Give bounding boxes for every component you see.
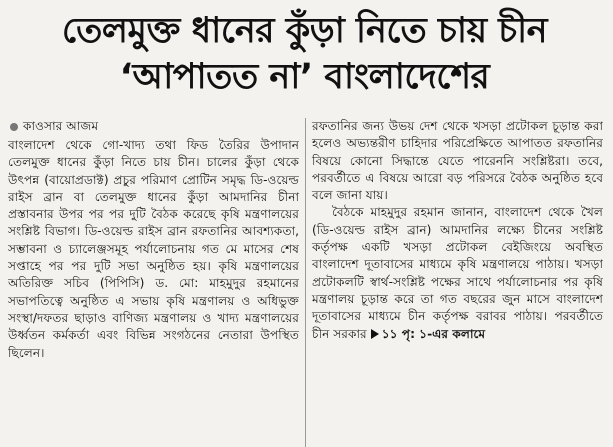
byline-bullet-icon [10, 123, 18, 131]
headline-line-1: তেলমুক্ত ধানের কুঁড়া নিতে চায় চীন [61, 11, 548, 51]
column-right-para-2 [312, 204, 603, 342]
column-left [8, 118, 305, 447]
headline-line-2: ‘আপাতত না’ বাংলাদেশের [119, 57, 490, 97]
byline [8, 118, 299, 135]
author-name: কাওসার আজম [23, 119, 99, 133]
continuation-arrow-icon [371, 329, 379, 339]
article-body [8, 118, 603, 447]
column-left-text: বাংলাদেশ থেকে গো-খাদ্য তথা ফিড তৈরির উপাদান তেলমুক্ত ধানের কুঁড়া নিতে চায় চীন। চালের কুঁড়া থেকে উৎপন্ন (বায়োপ্রডাক্ট) প্রচুর পরিমাণ প্রোটিন সমৃদ্ধ ডি-ওয়েল্ড রাইস ব্রান বা তেলমুক্ত ধানের কুঁড়া আমদানির চীনা প্রস্তাবনার উপর পর পর দুটি বৈঠক করেছে কৃষি মন্ত্রণালয়ের সংশ্লিষ্ট বিভাগ। ডি-ওয়েল্ড রাইস ব্রান রফতানির আবশ্যকতা, সম্ভাবনা ও চ্যালেঞ্জসমূহ পর্যালোচনায় গত মে মাসের শেষ সপ্তাহে পর পর দুটি সভা অনুষ্ঠিত হয়। কৃষি মন্ত্রণালয়ের অতিরিক্ত সচিব (পিপিসি) ড. মো: মাহমুদুর রহমানের সভাপতিত্বে অনুষ্ঠিত এ সভায় কৃষি মন্ত্রণালয় ও অধিভুক্ত সংস্থা/দফতর ছাড়াও বাণিজ্য মন্ত্রণালয় ও খাদ্য মন্ত্রণালয়ের উর্ধ্বতন কর্মকর্তা এবং বিভিন্ন সংগঠনের নেতারা উপস্থিত ছিলেন। [8, 138, 300, 360]
column-right-para-2-text: বৈঠকে মাহমুদুর রহমান জানান, বাংলাদেশ থেকে খৈল (ডি-ওয়েল্ড রাইস ব্রান) আমদানির লক্ষ্যে চীনের সংশ্লিষ্ট কর্তৃপক্ষ একটি খসড়া প্রটোকল বেইজিংয়ে অবস্থিত বাংলাদেশ দূতাবাসের মাধ্যমে কৃষি মন্ত্রণালয়ে পাঠায়। খসড়া প্রটোকলটি স্বার্থ-সংশ্লিষ্ট পক্ষের সাথে পর্যালোচনার পর কৃষি মন্ত্রণালয় চূড়ান্ত করে তা গত বছরের জুন মাসে বাংলাদেশ দূতাবাসের মাধ্যমে চীন কর্তৃপক্ষ বরাবর পাঠায়। পরবর্তীতে চীন সরকার [312, 205, 604, 341]
column-right-para-1: রফতানির জন্য উভয় দেশ থেকে খসড়া প্রটোকল চূড়ান্ত করা হলেও অভ্যন্তরীণ চাহিদার পরিপ্রেক্ষিতে আপাতত রফতানির বিষয়ে কোনো সিদ্ধান্তে যেতে পারেননি সংশ্লিষ্টরা। তবে, পরবর্তীতে এ বিষয়ে আরো বড় পরিসরে বৈঠক অনুষ্ঠিত হবে বলে জানা যায়। [312, 119, 604, 203]
continuation-note: ১১ পৃ: ১-এর কলামে [381, 326, 486, 341]
column-right [306, 118, 603, 447]
